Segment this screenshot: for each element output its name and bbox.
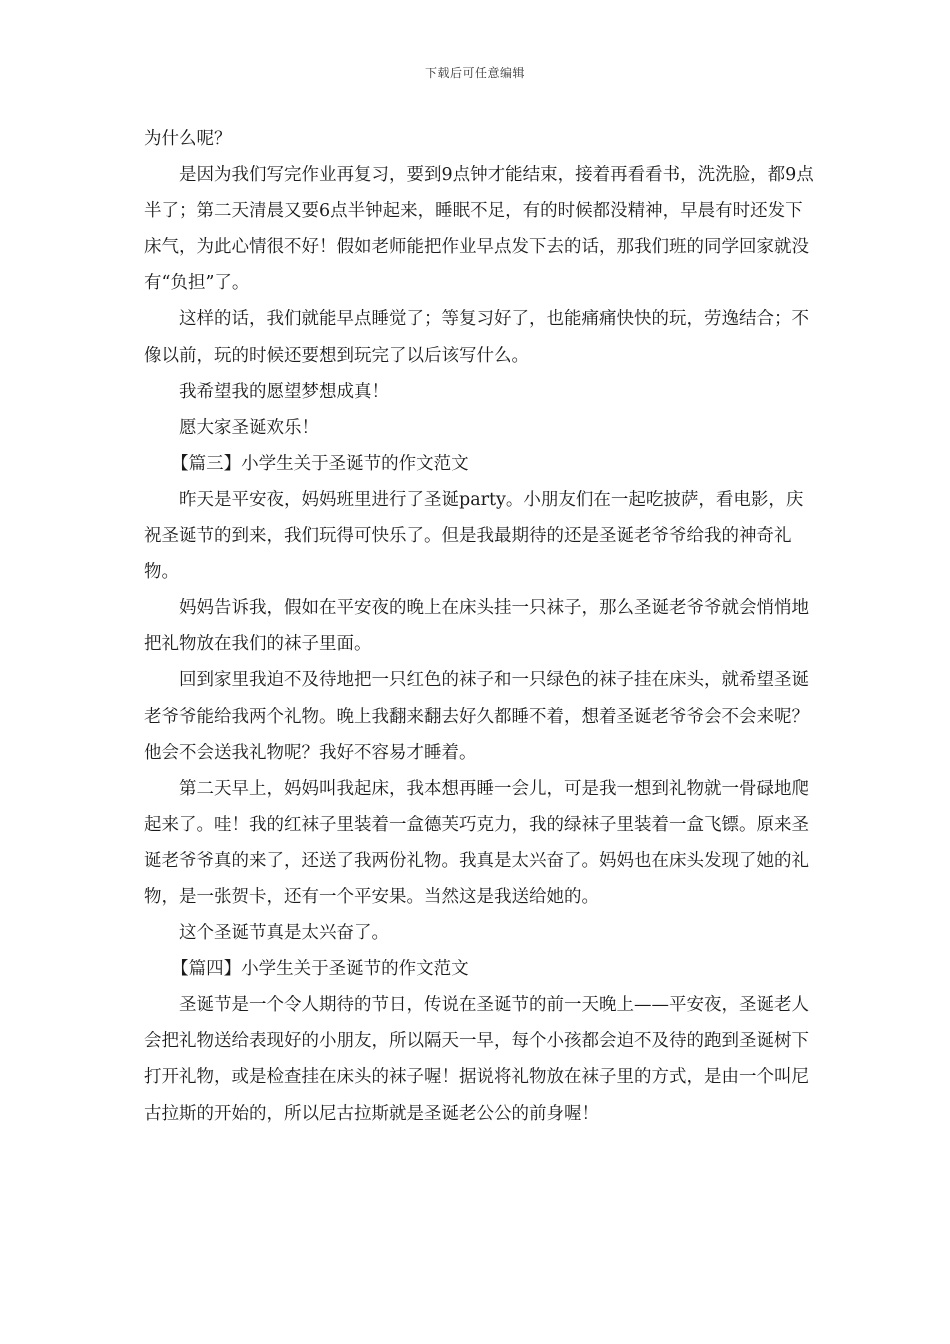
paragraph-next-morning: 第二天早上，妈妈叫我起床，我本想再睡一会儿，可是我一想到礼物就一骨碌地爬起来了。哇！我的红袜子里装着一盒德芙巧克力，我的绿袜子里装着一盒飞镖。原来圣诞老爷爷真的来了，还送了我两份礼物。我真是太兴奋了。妈妈也在床头发现了她的礼物，是一张贺卡，还有一个平安果。当然这是我送给她的。 <box>144 778 809 907</box>
paragraph-homework-reason: 是因为我们写完作业再复习，要到9点钟才能结束，接着再看看书，洗洗脸，都9点半了；第二天清晨又要6点半钟起来，睡眠不足，有的时候都没精神，早晨有时还发下床气，为此心情很不好！假如老师能把作业早点发下去的话，那我们班的同学回家就没有“负担”了。 <box>144 165 814 294</box>
paragraph-christmas-legend: 圣诞节是一个令人期待的节日，传说在圣诞节的前一天晚上——平安夜，圣诞老人会把礼物送给表现好的小朋友，所以隔天一早，每个小孩都会迫不及待的跑到圣诞树下打开礼物，或是检查挂在床头的袜子喔！据说将礼物放在袜子里的方式，是由一个叫尼古拉斯的开始的，所以尼古拉斯就是圣诞老公公的前身喔！ <box>144 995 809 1124</box>
paragraph-hang-stockings: 回到家里我迫不及待地把一只红色的袜子和一只绿色的袜子挂在床头，就希望圣诞老爷爷能给我两个礼物。晚上我翻来翻去好久都睡不着，想着圣诞老爷爷会不会来呢？他会不会送我礼物呢？我好不容易才睡着。 <box>144 670 809 763</box>
section-heading-part3: 【篇三】小学生关于圣诞节的作文范文 <box>171 453 469 474</box>
paragraph-stocking-story: 妈妈告诉我，假如在平安夜的晚上在床头挂一只袜子，那么圣诞老爷爷就会悄悄地把礼物放在我们的袜子里面。 <box>144 598 809 655</box>
paragraph-excited: 这个圣诞节真是太兴奋了。 <box>179 923 389 944</box>
page-header: 下载后可任意编辑 <box>424 66 525 80</box>
paragraph-christmas-eve-party: 昨天是平安夜，妈妈班里进行了圣诞party。小朋友们在一起吃披萨，看电影，庆祝圣诞节的到来，我们玩得可快乐了。但是我最期待的还是圣诞老爷爷给我的神奇礼物。 <box>144 489 804 583</box>
paragraph-sleep-early: 这样的话，我们就能早点睡觉了；等复习好了，也能痛痛快快的玩，劳逸结合；不像以前，玩的时候还要想到玩完了以后该写什么。 <box>144 309 809 366</box>
document-body <box>144 121 820 1132</box>
paragraph-continuation: 为什么呢？ <box>144 129 232 149</box>
paragraph-wish: 我希望我的愿望梦想成真！ <box>179 381 389 402</box>
paragraph-greeting: 愿大家圣诞欢乐！ <box>179 417 319 438</box>
section-heading-part4: 【篇四】小学生关于圣诞节的作文范文 <box>171 959 469 980</box>
